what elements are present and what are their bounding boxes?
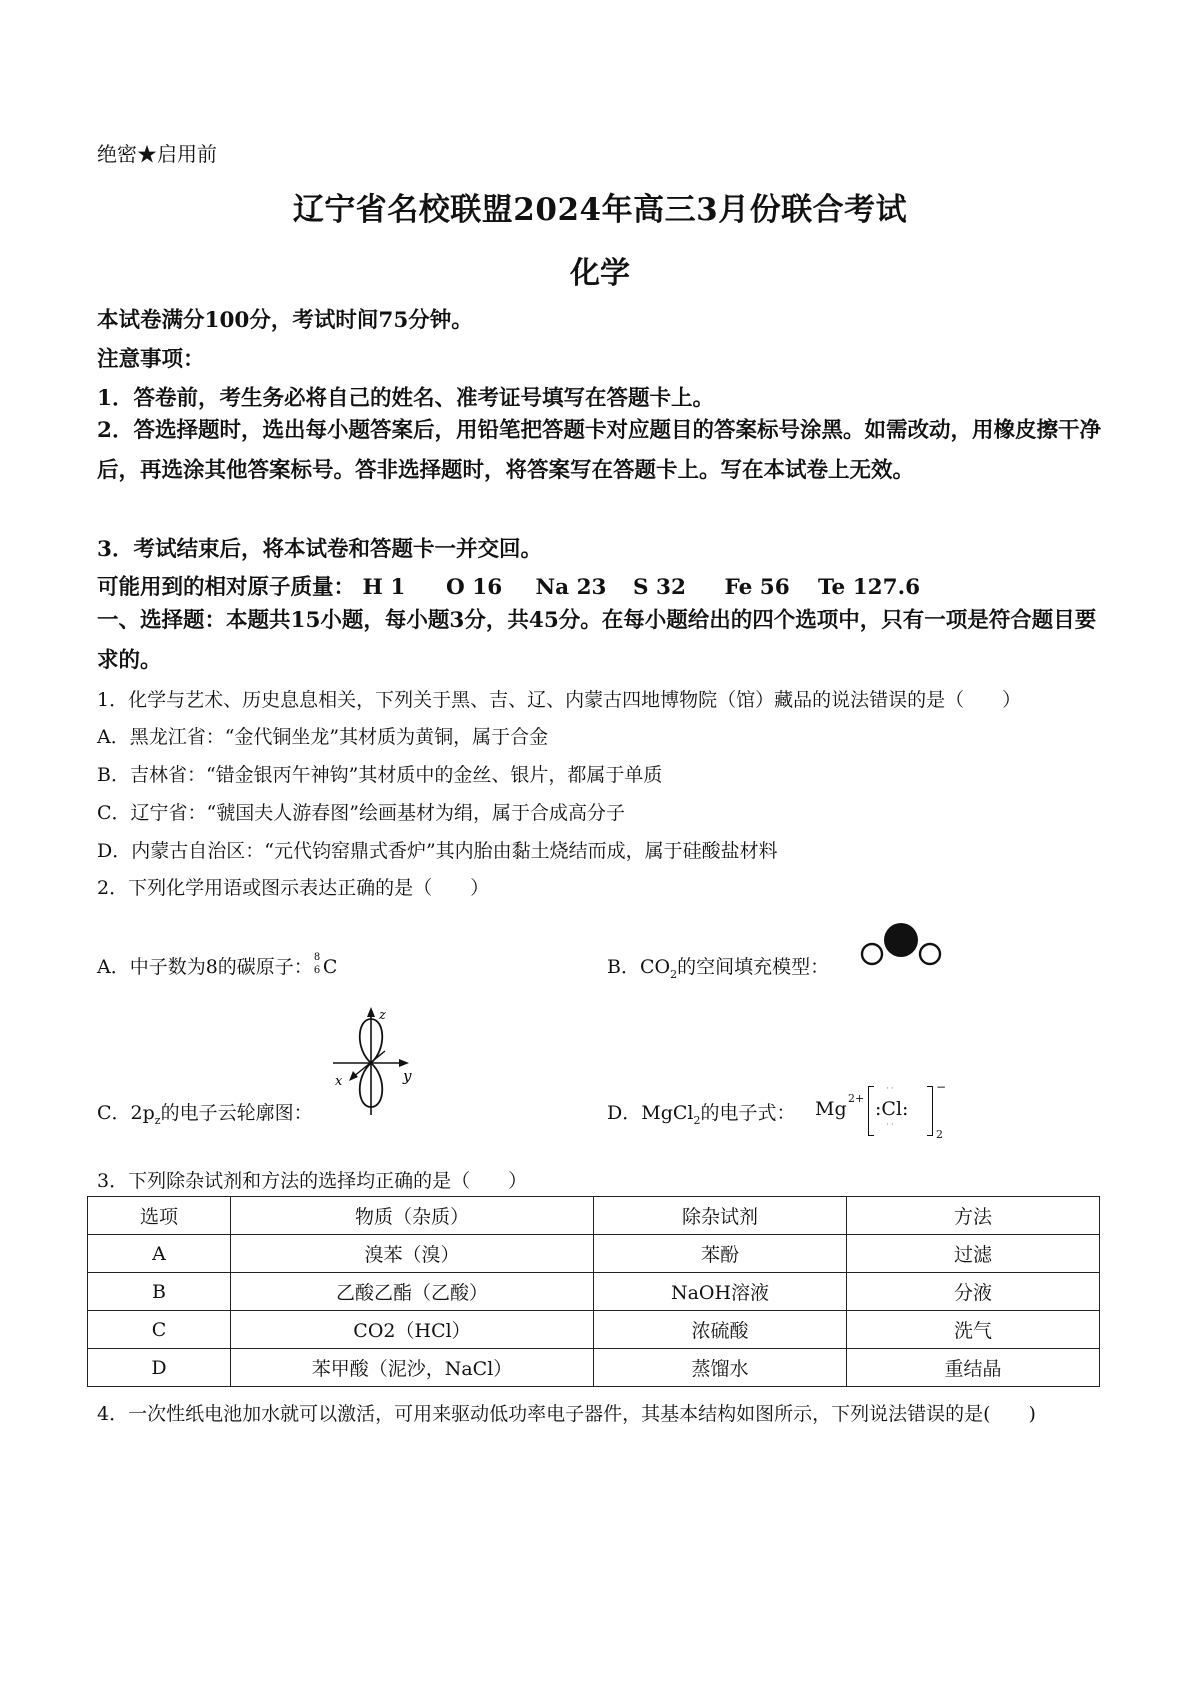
q2-option-d: [607, 1098, 795, 1127]
table-cell: CO2（HCl）: [231, 1311, 594, 1349]
table-cell: 溴苯（溴）: [231, 1235, 594, 1273]
mgcl2-formula: D．MgCl: [607, 1102, 694, 1124]
q3-stem: 3．下列除杂试剂和方法的选择均正确的是（ ）: [97, 1170, 528, 1192]
atomic-mass-o: O 16: [446, 575, 503, 600]
confidential-label: 绝密★启用前: [97, 142, 217, 166]
q1-option-c: C．辽宁省：“虢国夫人游春图”绘画基材为绢，属于合成高分子: [97, 802, 625, 824]
carbon-symbol: C: [322, 956, 338, 978]
electron-dots-bottom: ··: [886, 1120, 896, 1130]
q1-option-d: D．内蒙古自治区：“元代钧窑鼎式香炉”其内胎由黏土烧结而成，属于硅酸盐材料: [97, 840, 778, 862]
left-bracket: [868, 1086, 874, 1136]
table-row: [88, 1235, 1100, 1273]
2pz-orbital-diagram-icon: [329, 1005, 415, 1117]
section-1-heading: 一、选择题：本题共15小题，每小题3分，共45分。在每小题给出的四个选项中，只有一项是符合题目要求的。: [97, 608, 1097, 673]
table-header-cell: 选项: [88, 1197, 231, 1235]
co2-space-filling-model-icon: [855, 918, 947, 970]
table-cell: 苯甲酸（泥沙，NaCl）: [231, 1349, 594, 1387]
table-cell: 重结晶: [847, 1349, 1100, 1387]
table-cell: NaOH溶液: [594, 1273, 847, 1311]
table-row: [88, 1273, 1100, 1311]
mass-number: 8: [313, 952, 321, 963]
q2-stem: 2．下列化学用语或图示表达正确的是（ ）: [97, 877, 490, 899]
q4-stem: 4．一次性纸电池加水就可以激活，可用来驱动低功率电子器件，其基本结构如图所示，下列说法错误的是( ): [97, 1403, 1036, 1425]
q2-option-b-text: 的空间填充模型：: [677, 956, 830, 978]
note-item-1: 1．答卷前，考生务必将自己的姓名、准考证号填写在答题卡上。: [97, 386, 714, 411]
q2-option-c: [97, 1098, 313, 1127]
carbon-isotope-notation: [313, 952, 323, 978]
atomic-mass-h: H 1: [362, 575, 406, 600]
q2-option-a-text: A．中子数为8的碳原子：: [97, 956, 313, 978]
atomic-mass-na: Na 23: [535, 575, 607, 600]
table-row: [88, 1311, 1100, 1349]
table-header-cell: 方法: [847, 1197, 1100, 1235]
table-cell: 浓硫酸: [594, 1311, 847, 1349]
notes-heading: 注意事项：: [97, 347, 205, 372]
subject-title: 化学: [570, 256, 630, 291]
table-cell: 洗气: [847, 1311, 1100, 1349]
q2-option-a: [97, 952, 337, 979]
atomic-mass-line: [97, 570, 920, 601]
q2-option-b: [607, 952, 829, 981]
table-cell: 分液: [847, 1273, 1100, 1311]
table-cell: 过滤: [847, 1235, 1100, 1273]
q2-option-d-text: 的电子式：: [700, 1102, 796, 1124]
mg-charge: 2+: [848, 1092, 865, 1105]
table-cell: 乙酸乙酯（乙酸）: [231, 1273, 594, 1311]
electron-dots-top: ··: [886, 1084, 896, 1094]
atomic-number: 6: [313, 965, 321, 976]
cl-count: 2: [936, 1128, 943, 1141]
z-axis-label: z: [379, 1008, 386, 1023]
cl-charge: −: [936, 1080, 947, 1094]
table-cell: 苯酚: [594, 1235, 847, 1273]
table-cell: 蒸馏水: [594, 1349, 847, 1387]
mg-symbol: Mg: [815, 1098, 847, 1120]
q2-option-c-text: 的电子云轮廓图：: [160, 1102, 313, 1124]
table-cell: C: [88, 1311, 231, 1349]
q1-option-b: B．吉林省：“错金银丙午神钩”其材质中的金丝、银片，都属于单质: [97, 764, 663, 786]
right-bracket: [927, 1086, 933, 1136]
atomic-mass-label: 可能用到的相对原子质量：: [97, 575, 356, 600]
table-row: [88, 1349, 1100, 1387]
q1-option-a: A．黑龙江省：“金代铜坐龙”其材质为黄铜，属于合金: [97, 726, 549, 748]
cl-symbol: :Cl:: [875, 1098, 909, 1120]
exam-intro: 本试卷满分100分，考试时间75分钟。: [97, 308, 473, 333]
mgcl2-subscript: 2: [693, 1113, 701, 1127]
atomic-mass-fe: Fe 56: [724, 575, 790, 600]
x-axis-label: x: [335, 1074, 343, 1089]
y-axis-label: y: [403, 1067, 412, 1085]
atomic-mass-s: S 32: [633, 575, 686, 600]
table-cell: D: [88, 1349, 231, 1387]
co2-formula: B．CO: [607, 956, 671, 978]
table-cell: A: [88, 1235, 231, 1273]
pz-subscript: z: [154, 1113, 161, 1127]
table-header-cell: 除杂试剂: [594, 1197, 847, 1235]
table-cell: B: [88, 1273, 231, 1311]
table-header-cell: 物质（杂质）: [231, 1197, 594, 1235]
2pz-label: C．2p: [97, 1102, 155, 1124]
q1-stem: 1．化学与艺术、历史息息相关，下列关于黑、吉、辽、内蒙古四地博物院（馆）藏品的说法错误的是（ ）: [97, 689, 1022, 711]
q3-table: [87, 1196, 1100, 1387]
atomic-mass-te: Te 127.6: [818, 575, 921, 600]
table-header-row: [88, 1197, 1100, 1235]
note-item-2: 2．答选择题时，选出每小题答案后，用铅笔把答题卡对应题目的答案标号涂黑。如需改动，用橡皮擦干净后，再选涂其他答案标号。答非选择题时，将答案写在答题卡上。写在本试卷上无效。: [97, 418, 1101, 483]
mgcl2-electron-formula: [815, 1082, 945, 1142]
note-item-3: 3．考试结束后，将本试卷和答题卡一并交回。: [97, 537, 542, 562]
exam-title: 辽宁省名校联盟2024年高三3月份联合考试: [292, 192, 908, 228]
co2-subscript: 2: [670, 967, 678, 981]
